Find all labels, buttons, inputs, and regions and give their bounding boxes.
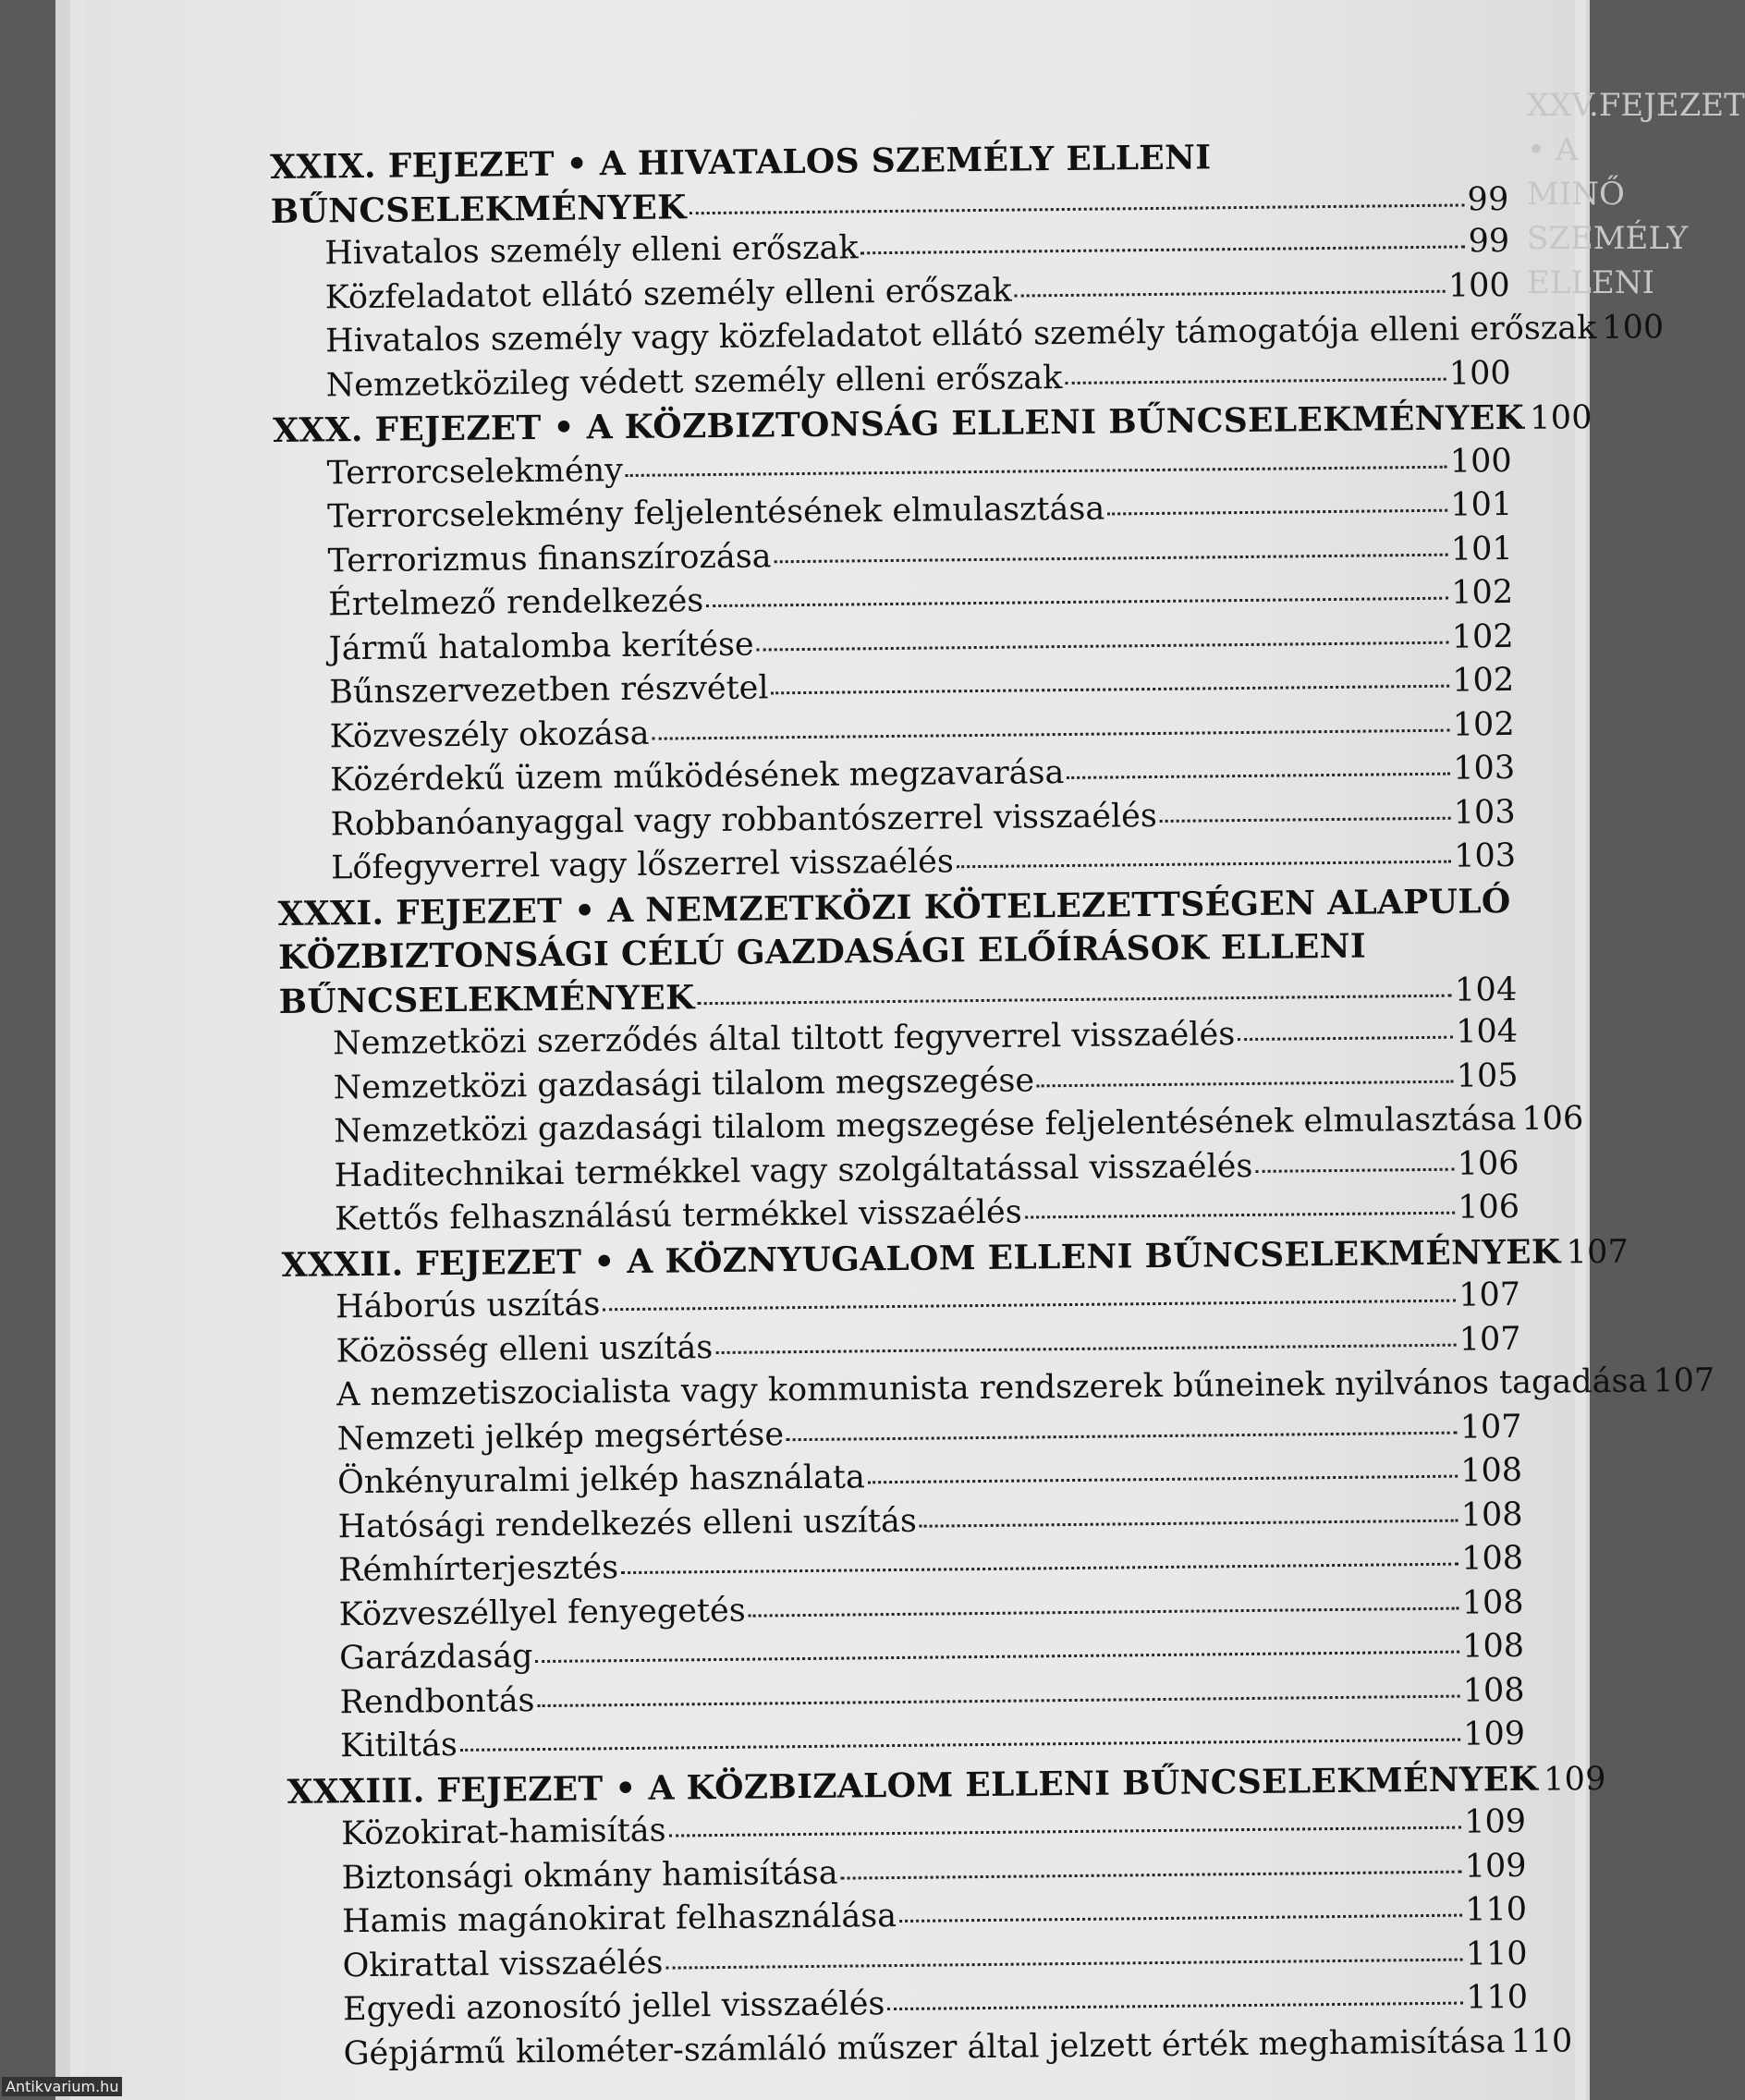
- dot-leader: [775, 552, 1448, 563]
- dot-leader: [1015, 288, 1446, 297]
- dot-leader: [1160, 815, 1451, 822]
- dot-leader: [957, 860, 1451, 869]
- page-number: 108: [1462, 1627, 1525, 1666]
- entry-title: Közokirat-hamisítás: [340, 1812, 666, 1853]
- page-number: 110: [1466, 1978, 1529, 2017]
- page-number: 103: [1454, 836, 1517, 875]
- page-number: 103: [1453, 749, 1516, 788]
- page-number: 108: [1460, 1451, 1523, 1490]
- dot-leader: [899, 1913, 1462, 1923]
- chapter-title: XXIX. FEJEZET • A HIVATALOS SZEMÉLY ELLENI: [270, 138, 1212, 187]
- dot-leader: [689, 202, 1465, 214]
- page-number: 102: [1451, 617, 1514, 656]
- page-number: 99: [1467, 180, 1509, 218]
- page-number: 106: [1521, 1100, 1584, 1138]
- dot-leader: [538, 1693, 1460, 1706]
- entry-title: Nemzeti jelkép megsértése: [336, 1415, 785, 1458]
- entry-title: Rémhírterjesztés: [337, 1549, 619, 1590]
- dot-leader: [887, 2001, 1463, 2011]
- page-number: 110: [1465, 1890, 1528, 1929]
- dot-leader: [1238, 1035, 1453, 1041]
- entry-title: Terrorcselekmény: [326, 451, 624, 492]
- page-number: 101: [1450, 530, 1513, 568]
- page-number: 107: [1458, 1320, 1521, 1359]
- chapter-title: XXXII. FEJEZET • A KÖZNYUGALOM ELLENI BŰNCSELEKMÉNYEK: [281, 1231, 1561, 1285]
- entry-title: Önkényuralmi jelkép használata: [336, 1459, 866, 1502]
- entry-title: Hatósági rendelkezés elleni uszítás: [337, 1502, 918, 1545]
- page-number: 101: [1450, 485, 1513, 524]
- dot-leader: [1025, 1211, 1456, 1219]
- page-number: 105: [1456, 1056, 1519, 1095]
- entry-title: Hivatalos személy vagy közfeladatot ellátó személy támogatója elleni erőszak: [324, 309, 1597, 360]
- page-number: 104: [1456, 1012, 1519, 1051]
- watermark: Antikvarium.hu: [2, 2077, 122, 2096]
- entry-title: Biztonsági okmány hamisítása: [341, 1854, 838, 1897]
- entry-title: Nemzetközi gazdasági tilalom megszegése: [333, 1061, 1035, 1106]
- entry-title: Nemzetközileg védett személy elleni erőszak: [325, 359, 1063, 404]
- page-number: 100: [1449, 442, 1512, 481]
- dot-leader: [749, 1606, 1459, 1617]
- dot-leader: [841, 1869, 1462, 1879]
- dot-leader: [757, 640, 1449, 651]
- page-number: 110: [1465, 1935, 1528, 1973]
- entry-title: Közveszély okozása: [329, 714, 650, 755]
- dot-leader: [460, 1738, 1460, 1752]
- chapter-title: XXXIII. FEJEZET • A KÖZBIZALOM ELLENI BŰNCSELEKMÉNYEK: [287, 1759, 1539, 1812]
- page-number: 99: [1468, 222, 1510, 261]
- page-number: 108: [1461, 1583, 1524, 1622]
- dot-leader: [787, 1430, 1458, 1441]
- entry-title: Okirattal visszaélés: [342, 1944, 664, 1984]
- entry-title: Terrorcselekmény feljelentésének elmulasztása: [326, 490, 1105, 536]
- page-number: 107: [1566, 1233, 1629, 1271]
- page-number: 110: [1510, 2021, 1573, 2060]
- page-number: 109: [1464, 1802, 1527, 1841]
- page-number: 106: [1457, 1144, 1519, 1183]
- page-number: 108: [1460, 1496, 1523, 1534]
- entry-title: Terrorizmus finanszírozása: [327, 537, 772, 580]
- dot-leader: [1037, 1079, 1454, 1087]
- dot-leader: [868, 1474, 1458, 1484]
- page-number: 102: [1451, 573, 1514, 612]
- entry-title: Hamis magánokirat felhasználása: [341, 1898, 897, 1941]
- page-number: 106: [1458, 1188, 1520, 1227]
- page-number: 107: [1653, 1361, 1715, 1400]
- dot-leader: [1065, 376, 1446, 384]
- dot-leader: [665, 1957, 1462, 1969]
- entry-title: Közfeladatot ellátó személy elleni erőszak: [324, 272, 1012, 316]
- entry-title: Bűnszervezetben részvétel: [328, 669, 769, 712]
- entry-title: Nemzetközi szerződés által tiltott fegyverrel visszaélés: [332, 1016, 1236, 1063]
- entry-title: Háborús uszítás: [335, 1286, 601, 1326]
- dot-leader: [536, 1650, 1460, 1663]
- dot-leader: [621, 1562, 1458, 1574]
- entry-title: Nemzetközi gazdasági tilalom megszegése feljelentésének elmulasztása: [333, 1100, 1517, 1151]
- entry-title: Hivatalos személy elleni erőszak: [323, 229, 859, 273]
- entry-title: Közveszéllyel fenyegetés: [338, 1592, 746, 1633]
- entry-title: Kettős felhasználású termékkel visszaélés: [334, 1193, 1022, 1239]
- page-number: 100: [1447, 266, 1510, 305]
- entry-title: Jármű hatalomba kerítése: [328, 626, 754, 667]
- entry-title: Rendbontás: [339, 1681, 535, 1721]
- page-number: 109: [1464, 1847, 1527, 1886]
- entry-title: Értelmező rendelkezés: [327, 582, 704, 624]
- page-number: 104: [1454, 971, 1518, 1009]
- page-number: 102: [1452, 661, 1515, 700]
- entry-title: Közösség elleni uszítás: [336, 1328, 714, 1370]
- dot-leader: [626, 464, 1447, 476]
- page-number: 109: [1543, 1760, 1607, 1799]
- page-number: 100: [1529, 399, 1593, 437]
- dot-leader: [653, 727, 1450, 739]
- entry-title: Kitiltás: [339, 1726, 458, 1765]
- entry-title: Egyedi azonosító jellel visszaélés: [342, 1985, 885, 2029]
- dot-leader: [603, 1299, 1456, 1312]
- dot-leader: [1255, 1166, 1454, 1172]
- entry-title: Közérdekű üzem működésének megzavarása: [329, 754, 1065, 800]
- dot-leader: [1067, 772, 1450, 779]
- chapter-title: BŰNCSELEKMÉNYEK: [278, 977, 695, 1021]
- dot-leader: [715, 1342, 1457, 1353]
- page-number: 107: [1458, 1276, 1521, 1314]
- page-number: 100: [1602, 309, 1665, 347]
- dot-leader: [698, 993, 1452, 1005]
- entry-title: Robbanóanyaggal vagy robbantószerrel visszaélés: [330, 797, 1158, 843]
- dot-leader: [920, 1518, 1458, 1527]
- page-number: 108: [1461, 1539, 1524, 1578]
- bleed-line: XXV.FEJEZET • A MINŐ: [1527, 87, 1745, 213]
- dot-leader: [1107, 508, 1447, 516]
- entry-title: Haditechnikai termékkel vagy szolgáltatással visszaélés: [334, 1147, 1253, 1194]
- page-number: 109: [1463, 1715, 1526, 1753]
- dot-leader: [772, 684, 1450, 695]
- page-number: 108: [1462, 1671, 1525, 1710]
- page-number: 103: [1453, 793, 1516, 832]
- chapter-title: BŰNCSELEKMÉNYEK: [270, 187, 687, 231]
- dot-leader: [669, 1825, 1462, 1838]
- entry-title: Garázdaság: [338, 1638, 533, 1678]
- chapter-title: XXXI. FEJEZET • A NEMZETKÖZI KÖTELEZETTSÉGEN ALAPULÓ: [277, 881, 1511, 934]
- page-number: 107: [1459, 1408, 1522, 1447]
- page-number: 100: [1448, 354, 1511, 393]
- page-number: 102: [1452, 705, 1515, 744]
- entry-title: Gépjármű kilométer-számláló műszer által jelzett érték meghamisítása: [343, 2022, 1506, 2072]
- entry-title: Lőfegyverrel vagy lőszerrel visszaélés: [330, 843, 955, 887]
- dot-leader: [861, 244, 1466, 254]
- chapter-title: KÖZBIZTONSÁGI CÉLÚ GAZDASÁGI ELŐÍRÁSOK ELLENI: [277, 926, 1367, 977]
- bleed-line: SZEMÉLY ELLENI: [1527, 220, 1689, 301]
- entry-title: A nemzetiszocialista vagy kommunista rendszerek bűneinek nyilvános tagadása: [336, 1362, 1648, 1414]
- dot-leader: [706, 596, 1448, 607]
- chapter-title: XXX. FEJEZET • A KÖZBIZTONSÁG ELLENI BŰNCSELEKMÉNYEK: [272, 397, 1525, 450]
